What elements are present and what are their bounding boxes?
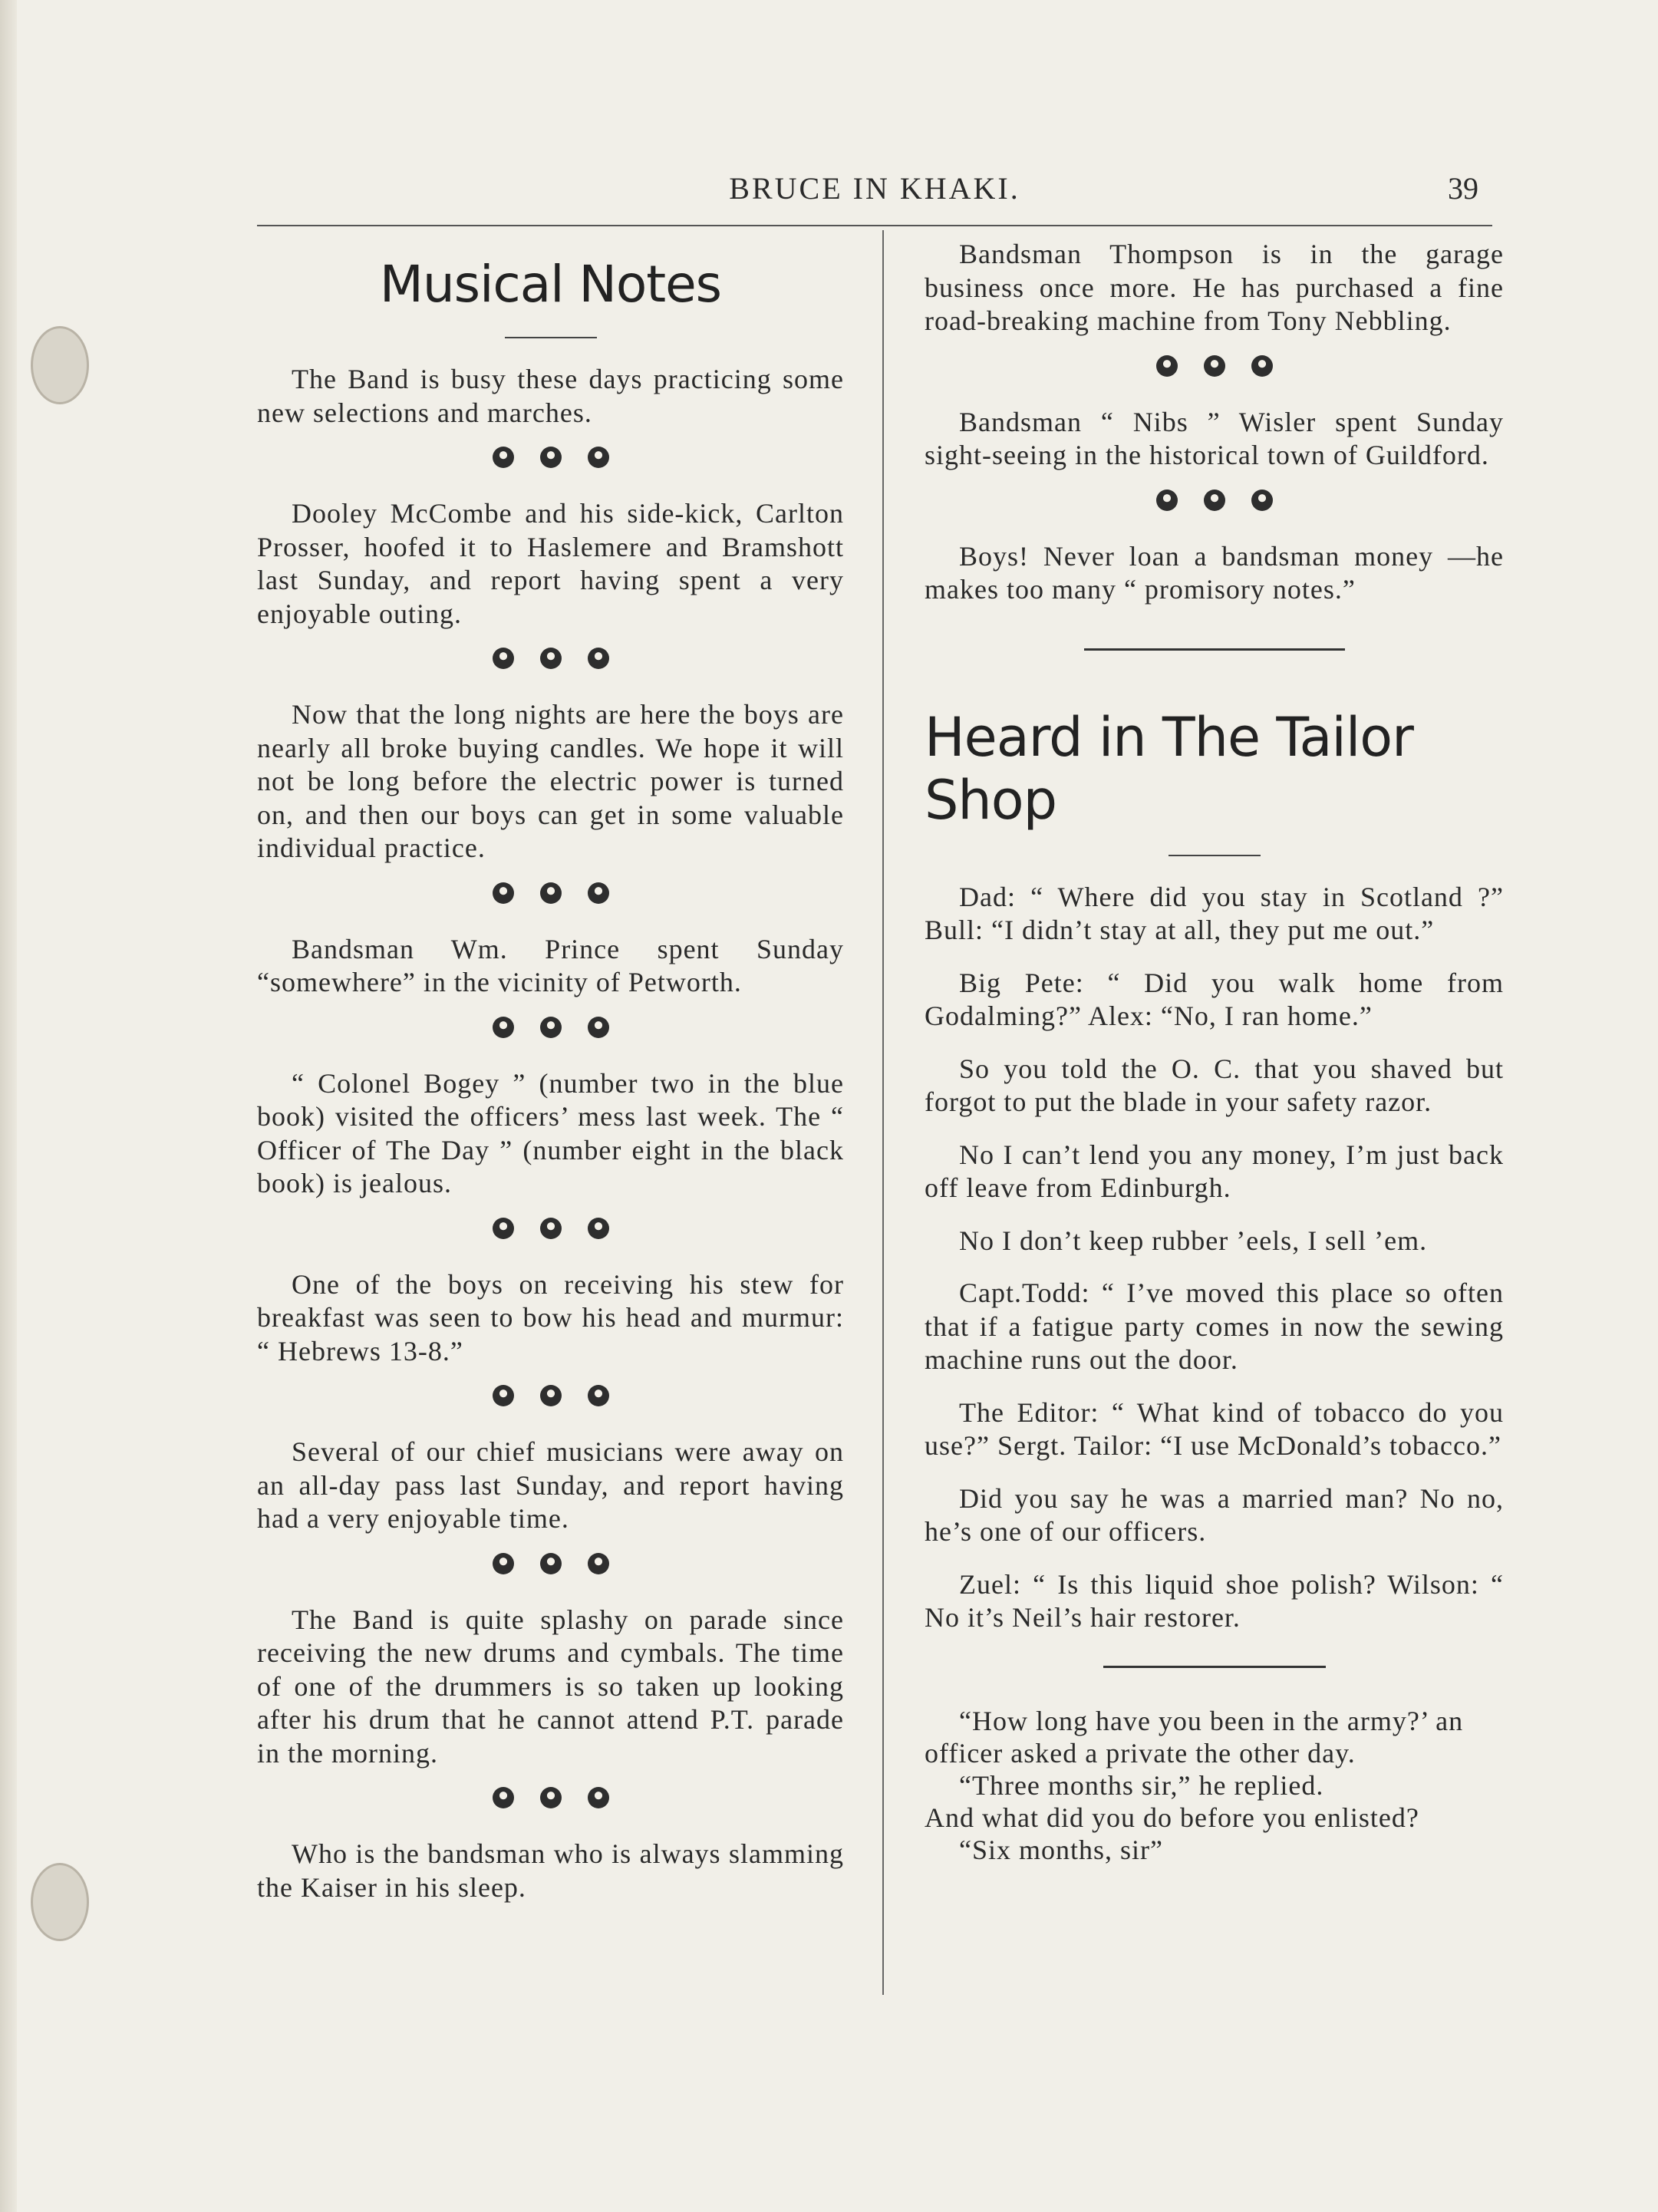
joke-line: “Three months sir,” he replied.	[959, 1769, 1324, 1801]
note-item: Boys! Never loan a bandsman money —he makes too many “ promisory notes.”	[925, 540, 1504, 605]
quote-item: The Editor: “ What kind of tobacco do you use?” Sergt. Tailor: “I use McDonald’s tobacco.”	[925, 1396, 1504, 1461]
dot-ornament-icon	[540, 447, 562, 468]
note-item: Bandsman “ Nibs ” Wisler spent Sunday sight-seeing in the historical town of Guildford.	[925, 406, 1504, 470]
left-column	[257, 238, 844, 1904]
dot-ornament-icon	[588, 1218, 609, 1239]
ornament-separator	[925, 490, 1504, 516]
joke-line: And what did you do before you enlisted?	[925, 1802, 1419, 1833]
note-item: Dooley McCombe and his side-kick, Carlton Prosser, hoofed it to Haslemere and Bramshott last Sunday, and report having spent a very enjoyable outing.	[257, 498, 844, 629]
dot-ornament-icon	[540, 648, 562, 669]
punch-hole	[31, 326, 89, 404]
dot-ornament-icon	[588, 1787, 609, 1808]
ornament-separator	[257, 447, 844, 473]
section-divider	[1084, 648, 1345, 651]
note-item: Bandsman Wm. Prince spent Sunday “somewhere” in the vicinity of Petworth.	[257, 933, 844, 997]
ornament-separator	[257, 1787, 844, 1813]
dot-ornament-icon	[1156, 355, 1178, 377]
dot-ornament-icon	[493, 1787, 514, 1808]
quote-item: So you told the O. C. that you shaved but forgot to put the blade in your safety razor.	[925, 1053, 1504, 1117]
dot-ornament-icon	[588, 1017, 609, 1038]
quote-item: Capt.Todd: “ I’ve moved this place so often that if a fatigue party comes in now the sewing machine runs out the door.	[925, 1277, 1504, 1375]
title-underline	[1169, 855, 1261, 856]
quote-item: Zuel: “ Is this liquid shoe polish? Wilson: “ No it’s Neil’s hair restorer.	[925, 1568, 1504, 1633]
dot-ornament-icon	[493, 447, 514, 468]
dot-ornament-icon	[493, 1218, 514, 1239]
dot-ornament-icon	[493, 882, 514, 904]
dot-ornament-icon	[1251, 355, 1273, 377]
ornament-separator	[257, 1385, 844, 1411]
quote-item: Big Pete: “ Did you walk home from Godalming?” Alex: “No, I ran home.”	[925, 967, 1504, 1031]
section-divider	[1103, 1666, 1326, 1668]
quote-item: Dad: “ Where did you stay in Scotland ?” Bull: “I didn’t stay at all, they put me out.”	[925, 881, 1504, 945]
header-rule	[257, 225, 1492, 226]
dot-ornament-icon	[540, 1787, 562, 1808]
right-column	[925, 238, 1504, 1866]
running-title: BRUCE IN KHAKI.	[729, 171, 1020, 206]
note-item: Who is the bandsman who is always slamming the Kaiser in his sleep.	[257, 1838, 844, 1903]
dot-ornament-icon	[493, 1385, 514, 1406]
dot-ornament-icon	[588, 1553, 609, 1574]
ornament-separator	[257, 882, 844, 908]
dot-ornament-icon	[540, 1017, 562, 1038]
note-item: One of the boys on receiving his stew for breakfast was seen to bow his head and murmur: “ Hebrews 13-8.”	[257, 1268, 844, 1366]
dot-ornament-icon	[540, 1218, 562, 1239]
title-underline	[505, 337, 597, 338]
dot-ornament-icon	[1204, 355, 1225, 377]
dot-ornament-icon	[588, 882, 609, 904]
quote-item: No I don’t keep rubber ’eels, I sell ’em.	[959, 1225, 1428, 1256]
joke-line: “Six months, sir”	[959, 1834, 1163, 1865]
joke-line: “How long have you been in the army?’ an officer asked a private the other day.	[925, 1705, 1464, 1769]
dot-ornament-icon	[1251, 490, 1273, 511]
ornament-separator	[257, 1017, 844, 1043]
dot-ornament-icon	[588, 648, 609, 669]
note-item: “ Colonel Bogey ” (number two in the blue book) visited the officers’ mess last week. The “ Officer of The Day ” (number eight in the black book) is jealous.	[257, 1067, 844, 1198]
ornament-separator	[257, 1218, 844, 1244]
dot-ornament-icon	[588, 1385, 609, 1406]
page-number: 39	[1448, 171, 1478, 206]
dot-ornament-icon	[493, 1017, 514, 1038]
note-item: Bandsman Thompson is in the garage business once more. He has purchased a fine road-breaking machine from Tony Nebbling.	[925, 239, 1504, 336]
note-item: Now that the long nights are here the boys are nearly all broke buying candles. We hope it will not be long before the electric power is turned on, and then our boys can get in some valuable individual practice.	[257, 699, 844, 863]
army-joke	[925, 1705, 1504, 1866]
note-item: The Band is quite splashy on parade since receiving the new drums and cymbals. The time of one of the drummers is so taken up looking after his drum that he cannot attend P.T. parade in the morning.	[257, 1604, 844, 1769]
quote-item: Did you say he was a married man? No no, he’s one of our officers.	[925, 1482, 1504, 1547]
note-item: Several of our chief musicians were away on an all-day pass last Sunday, and report having had a very enjoyable time.	[257, 1436, 844, 1534]
dot-ornament-icon	[493, 1553, 514, 1574]
dot-ornament-icon	[493, 648, 514, 669]
dot-ornament-icon	[540, 882, 562, 904]
dot-ornament-icon	[588, 447, 609, 468]
ornament-separator	[257, 1553, 844, 1579]
section-title-musical-notes: Musical Notes	[379, 255, 722, 314]
punch-hole	[31, 1863, 89, 1941]
ornament-separator	[925, 355, 1504, 381]
note-item: The Band is busy these days practicing some new selections and marches.	[257, 364, 844, 428]
running-header	[257, 167, 1492, 213]
dot-ornament-icon	[1156, 490, 1178, 511]
page-binding-edge	[0, 0, 17, 2212]
dot-ornament-icon	[1204, 490, 1225, 511]
ornament-separator	[257, 648, 844, 674]
column-divider	[882, 230, 884, 1995]
quote-item: No I can’t lend you any money, I’m just back off leave from Edinburgh.	[925, 1139, 1504, 1203]
dot-ornament-icon	[540, 1553, 562, 1574]
dot-ornament-icon	[540, 1385, 562, 1406]
section-title-tailor-shop: Heard in The Tailor Shop	[925, 705, 1413, 832]
